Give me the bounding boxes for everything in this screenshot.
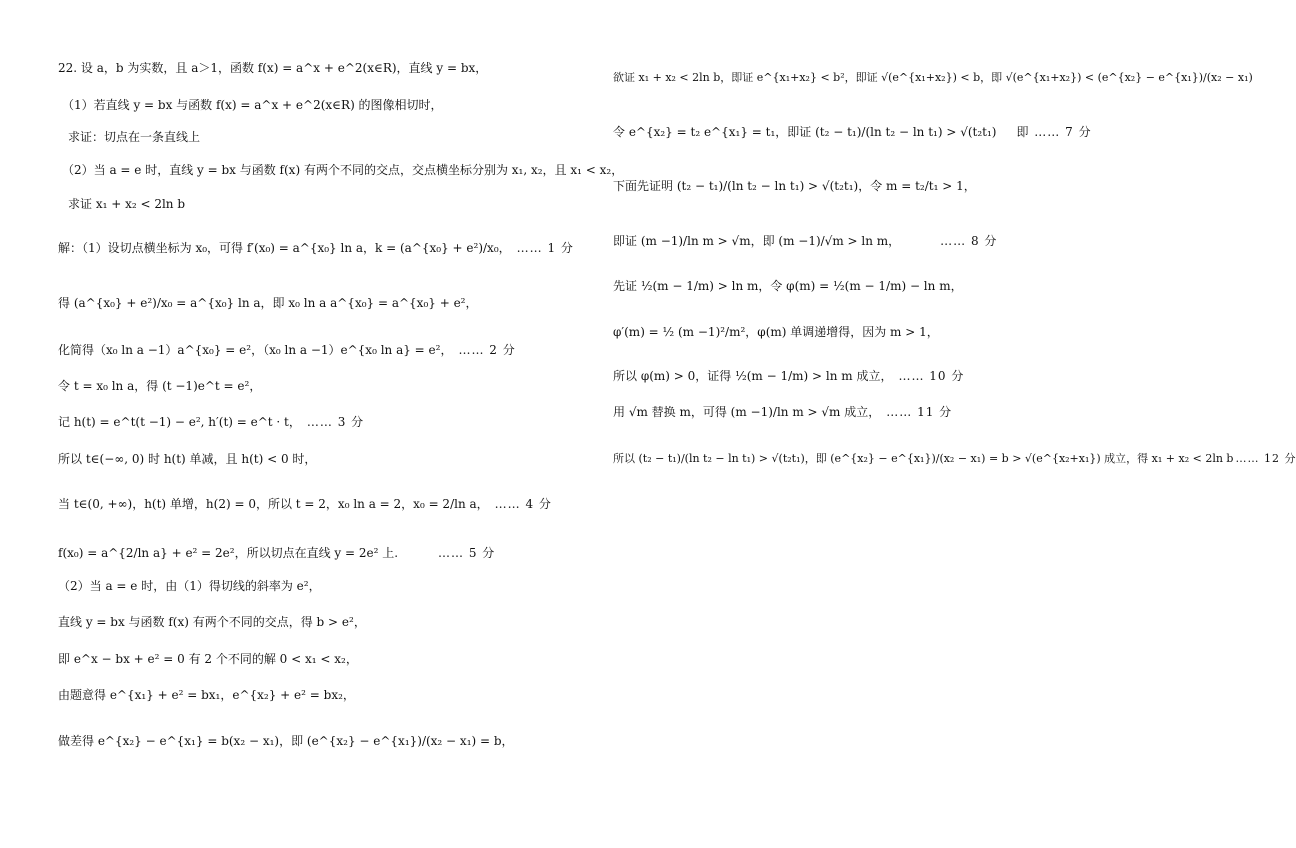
score-mark: …… 12 分 — [1235, 452, 1296, 465]
problem-part1: （1）若直线 y = bx 与函数 f(x) = a^x + e^2(x∈R) 的图像相切时， — [62, 98, 443, 112]
solution-step-11: 即 e^x − bx + e² = 0 有 2 个不同的解 0 < x₁ < x₂， — [58, 652, 358, 666]
score-mark: …… 2 分 — [458, 343, 516, 357]
right-column — [600, 0, 1296, 848]
problem-number: 22. — [58, 61, 78, 75]
solution-step-r2: 令 e^{x₂} = t₂ e^{x₁} = t₁，即证 (t₂ − t₁)/(ln t₂ − ln t₁) > √(t₂t₁) 即 …… 7 分 — [613, 125, 1092, 139]
solution-step-4: 令 t = x₀ ln a，得 (t −1)e^t = e²， — [58, 379, 262, 393]
score-mark: …… 10 分 — [898, 369, 965, 383]
solution-step-3: 化简得（x₀ ln a −1）a^{x₀} = e²，（x₀ ln a −1）e^{x₀ ln a} = e²， …… 2 分 — [58, 343, 516, 357]
solution-step-r8: 用 √m 替换 m，可得 (m −1)/ln m > √m 成立， …… 11 分 — [613, 405, 953, 419]
problem-part2: （2）当 a = e 时，直线 y = bx 与函数 f(x) 有两个不同的交点，交点横坐标分别为 x₁, x₂，且 x₁ < x₂， — [62, 163, 624, 177]
solution-step-r3: 下面先证明 (t₂ − t₁)/(ln t₂ − ln t₁) > √(t₂t₁)，令 m = t₂/t₁ > 1， — [613, 179, 976, 193]
problem-stmt1: 设 a，b 为实数，且 a＞1，函数 f(x) = a^x + e^2(x∈R)，直线 y = bx， — [80, 61, 488, 75]
left-column — [0, 0, 624, 848]
solution-step-5: 记 h(t) = e^t(t −1) − e², h′(t) = e^t · t， …… 3 分 — [58, 415, 365, 429]
score-mark: …… 5 分 — [438, 546, 496, 560]
problem-statement — [58, 60, 487, 76]
solution-step-10: 直线 y = bx 与函数 f(x) 有两个不同的交点，得 b > e²， — [58, 615, 366, 629]
score-mark: …… 3 分 — [306, 415, 365, 429]
score-mark: …… 8 分 — [940, 234, 998, 248]
score-mark: 即 …… 7 分 — [1016, 125, 1092, 139]
problem-part1-goal: 求证：切点在一条直线上 — [68, 130, 201, 144]
solution-step-r9: 所以 (t₂ − t₁)/(ln t₂ − ln t₁) > √(t₂t₁)，即 (e^{x₂} − e^{x₁})/(x₂ − x₁) = b > √(e^{x₂+x₁}) 成立，得 x₁ + x₂ < 2ln b …… 12 分 — [613, 452, 1296, 465]
solution-step-1: 解：（1）设切点横坐标为 x₀，可得 f′(x₀) = a^{x₀} ln a，k = (a^{x₀} + e²)/x₀， …… 1 分 — [58, 241, 574, 255]
solution-step-13: 做差得 e^{x₂} − e^{x₁} = b(x₂ − x₁)，即 (e^{x₂} − e^{x₁})/(x₂ − x₁) = b， — [58, 734, 514, 748]
solution-step-r6: φ′(m) = ½ (m −1)²/m²，φ(m) 单调递增得，因为 m > 1， — [613, 325, 939, 339]
solution-step-7: 当 t∈(0, +∞)，h(t) 单增，h(2) = 0，所以 t = 2，x₀ ln a = 2，x₀ = 2/ln a， …… 4 分 — [58, 497, 552, 511]
score-mark: …… 11 分 — [886, 405, 953, 419]
solution-step-6: 所以 t∈(−∞, 0) 时 h(t) 单减，且 h(t) < 0 时， — [58, 452, 317, 466]
solution-step-r4: 即证 (m −1)/ln m > √m，即 (m −1)/√m > ln m， …… 8 分 — [613, 234, 998, 248]
solution-step-2: 得 (a^{x₀} + e²)/x₀ = a^{x₀} ln a，即 x₀ ln a a^{x₀} = a^{x₀} + e²， — [58, 296, 478, 310]
solution-step-r7: 所以 φ(m) > 0，证得 ½(m − 1/m) > ln m 成立， …… 10 分 — [613, 369, 965, 383]
solution-step-12: 由题意得 e^{x₁} + e² = bx₁，e^{x₂} + e² = bx₂， — [58, 688, 355, 702]
score-mark: …… 1 分 — [516, 241, 574, 255]
score-mark: …… 4 分 — [494, 497, 552, 511]
problem-part2-goal: 求证 x₁ + x₂ < 2ln b — [68, 197, 186, 211]
solution-step-r1: 欲证 x₁ + x₂ < 2ln b，即证 e^{x₁+x₂} < b²，即证 √(e^{x₁+x₂}) < b，即 √(e^{x₁+x₂}) < (e^{x₂} − e^{x₁})/(x₂ − x₁) — [613, 71, 1253, 84]
solution-step-r5: 先证 ½(m − 1/m) > ln m，令 φ(m) = ½(m − 1/m) − ln m， — [613, 279, 963, 293]
solution-step-8: f(x₀) = a^{2/ln a} + e² = 2e²，所以切点在直线 y = 2e² 上. …… 5 分 — [58, 546, 496, 560]
solution-step-9: （2）当 a = e 时，由（1）得切线的斜率为 e²， — [58, 579, 321, 593]
